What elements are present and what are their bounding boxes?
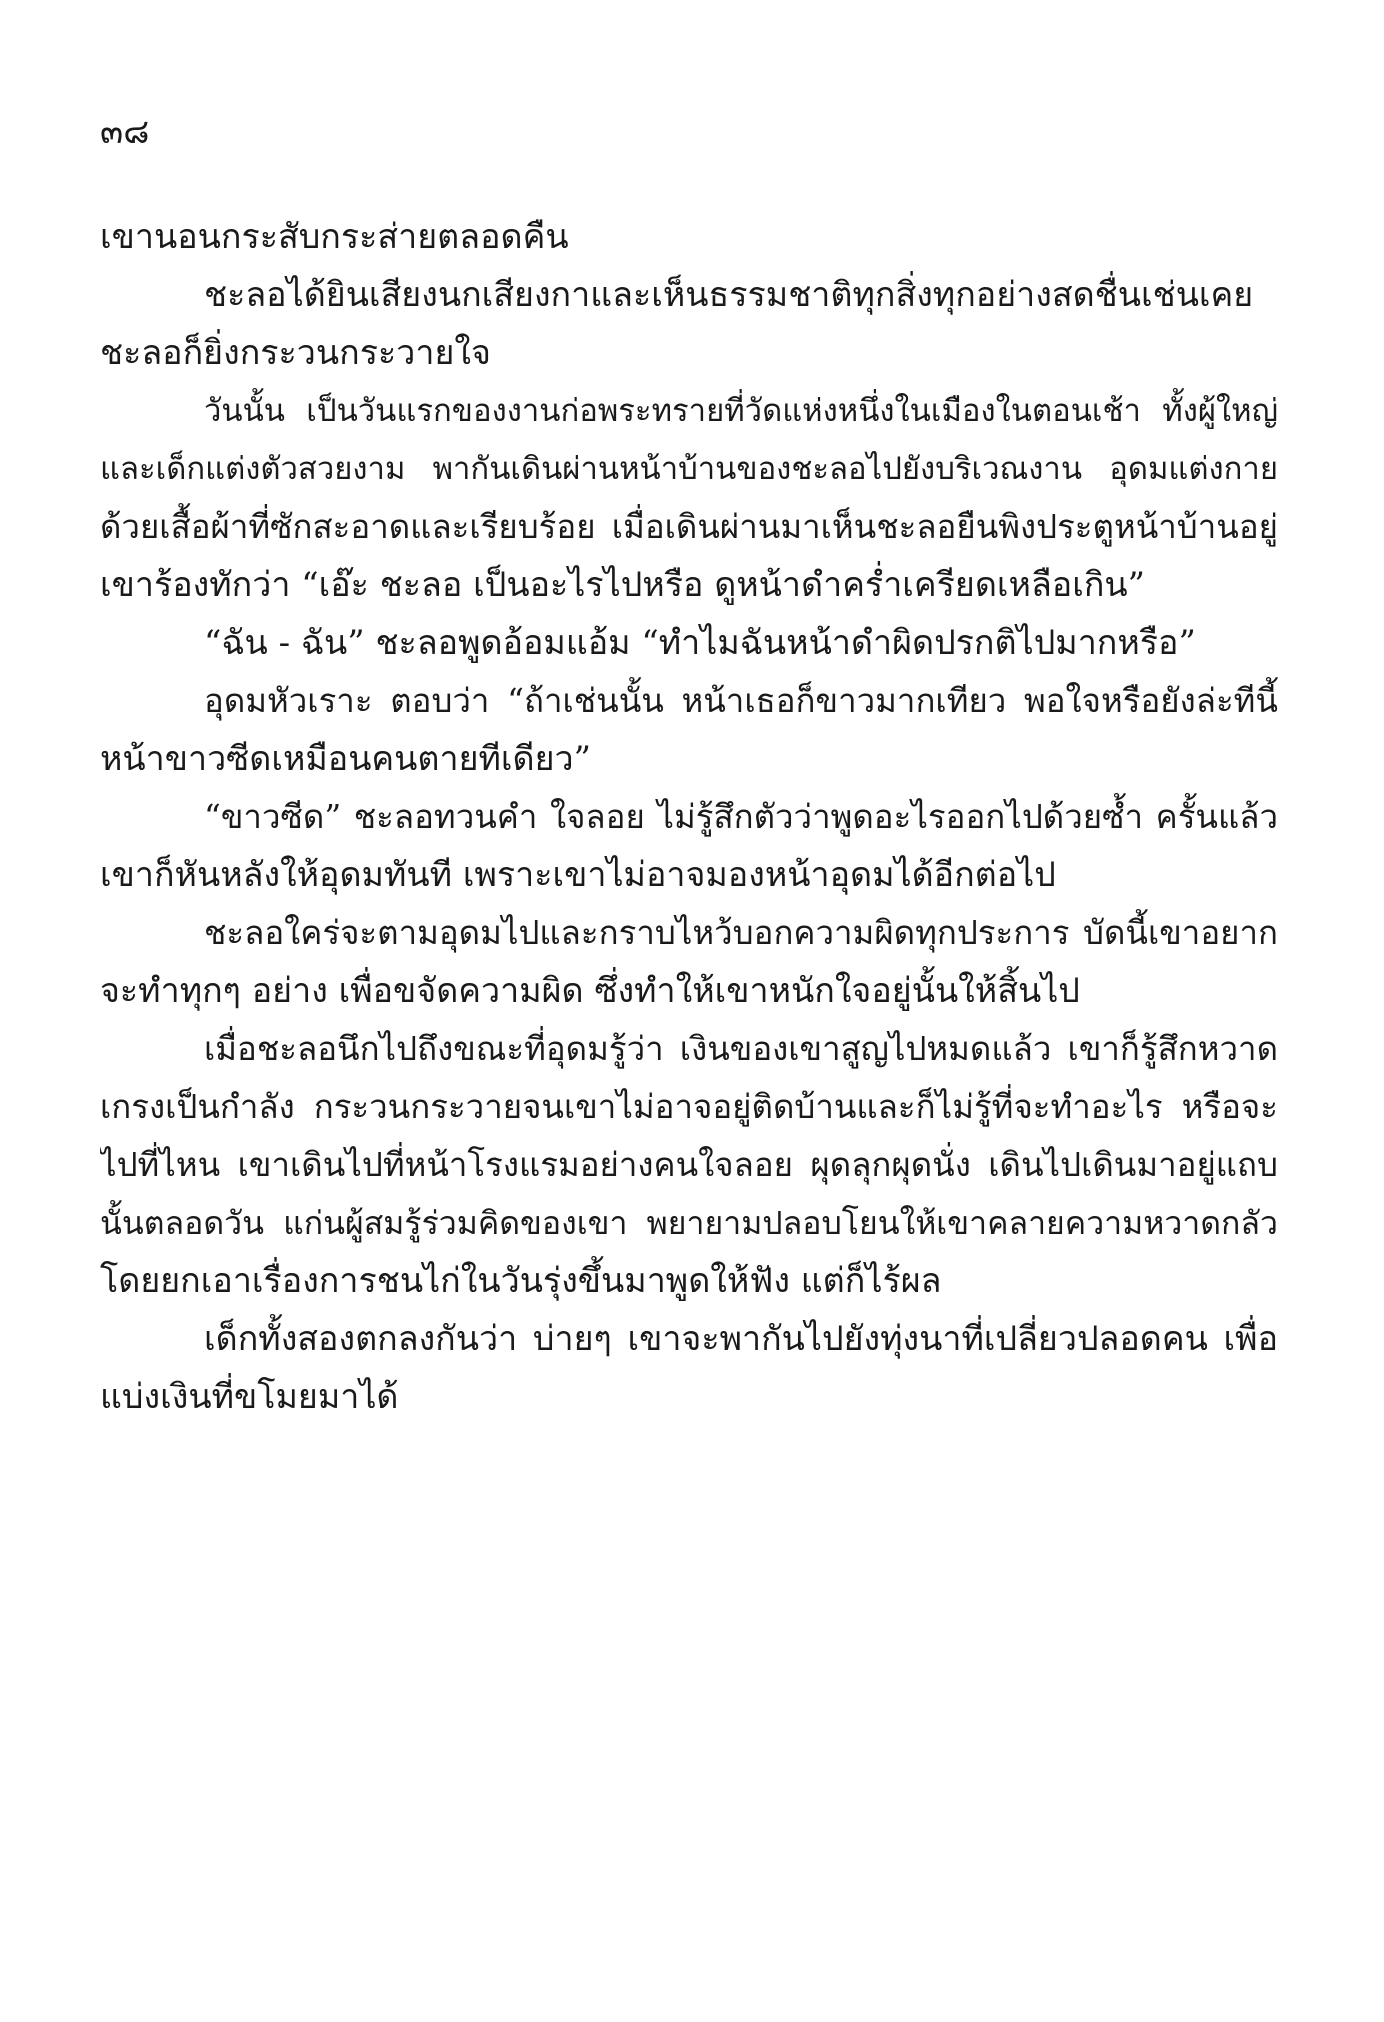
text-line: จะทำทุกๆ อย่าง เพื่อขจัดความผิด ซึ่งทำให้เขาหนักใจอยู่นั้นให้สิ้นไป	[100, 971, 1080, 1011]
text-line: อุดมหัวเราะ ตอบว่า “ถ้าเช่นนั้น หน้าเธอก็ขาวมากเทียว พอใจหรือยังล่ะทีนี้	[204, 681, 1278, 720]
text-line: โดยยกเอาเรื่องการชนไก่ในวันรุ่งขึ้นมาพูดให้ฟัง แต่ก็ไร้ผล	[100, 1261, 942, 1301]
text-line: ชะลอใคร่จะตามอุดมไปและกราบไหว้บอกความผิดทุกประการ บัดนี้เขาอยาก	[204, 913, 1278, 952]
body-text	[100, 208, 1278, 1426]
text-line: ชะลอก็ยิ่งกระวนกระวายใจ	[100, 333, 491, 373]
text-line: เมื่อชะลอนึกไปถึงขณะที่อุดมรู้ว่า เงินของเขาสูญไปหมดแล้ว เขาก็รู้สึกหวาด	[204, 1029, 1278, 1068]
text-line: วันนั้น เป็นวันแรกของงานก่อพระทรายที่วัดแห่งหนึ่งในเมืองในตอนเช้า ทั้งผู้ใหญ่	[204, 393, 1278, 429]
text-line: เกรงเป็นกำลัง กระวนกระวายจนเขาไม่อาจอยู่ติดบ้านและก็ไม่รู้ที่จะทำอะไร หรือจะ	[100, 1087, 1278, 1126]
text-line: และเด็กแต่งตัวสวยงาม พากันเดินผ่านหน้าบ้านของชะลอไปยังบริเวณงาน อุดมแต่งกาย	[100, 451, 1278, 487]
page-number: ๓๘	[100, 112, 150, 152]
text-line: หน้าขาวซีดเหมือนคนตายทีเดียว”	[100, 739, 592, 779]
text-line: ด้วยเสื้อผ้าที่ซักสะอาดและเรียบร้อย เมื่อเดินผ่านมาเห็นชะลอยืนพิงประตูหน้าบ้านอยู่	[100, 507, 1278, 546]
text-line: ชะลอได้ยินเสียงนกเสียงกาและเห็นธรรมชาติทุกสิ่งทุกอย่างสดชื่นเช่นเคย	[204, 275, 1254, 315]
text-line: ไปที่ไหน เขาเดินไปที่หน้าโรงแรมอย่างคนใจลอย ผุดลุกผุดนั่ง เดินไปเดินมาอยู่แถบ	[100, 1145, 1278, 1184]
text-line: แบ่งเงินที่ขโมยมาได้	[100, 1377, 399, 1417]
text-line: เขาก็หันหลังให้อุดมทันที เพราะเขาไม่อาจมองหน้าอุดมได้อีกต่อไป	[100, 855, 1056, 895]
text-line: เด็กทั้งสองตกลงกันว่า บ่ายๆ เขาจะพากันไปยังทุ่งนาที่เปลี่ยวปลอดคน เพื่อ	[204, 1319, 1278, 1359]
text-line: นั้นตลอดวัน แก่นผู้สมรู้ร่วมคิดของเขา พยายามปลอบโยนให้เขาคลายความหวาดกลัว	[100, 1204, 1278, 1242]
text-line: เขาร้องทักว่า “เอ๊ะ ชะลอ เป็นอะไรไปหรือ ดูหน้าดำคร่ำเครียดเหลือเกิน”	[100, 565, 1146, 605]
text-line: “ขาวซีด” ชะลอทวนคำ ใจลอย ไม่รู้สึกตัวว่าพูดอะไรออกไปด้วยซ้ำ ครั้นแล้ว	[204, 797, 1278, 836]
text-line: “ฉัน - ฉัน” ชะลอพูดอ้อมแอ้ม “ทำไมฉันหน้าดำผิดปรกติไปมากหรือ”	[204, 623, 1196, 663]
text-line: เขานอนกระสับกระส่ายตลอดคืน	[100, 217, 569, 257]
